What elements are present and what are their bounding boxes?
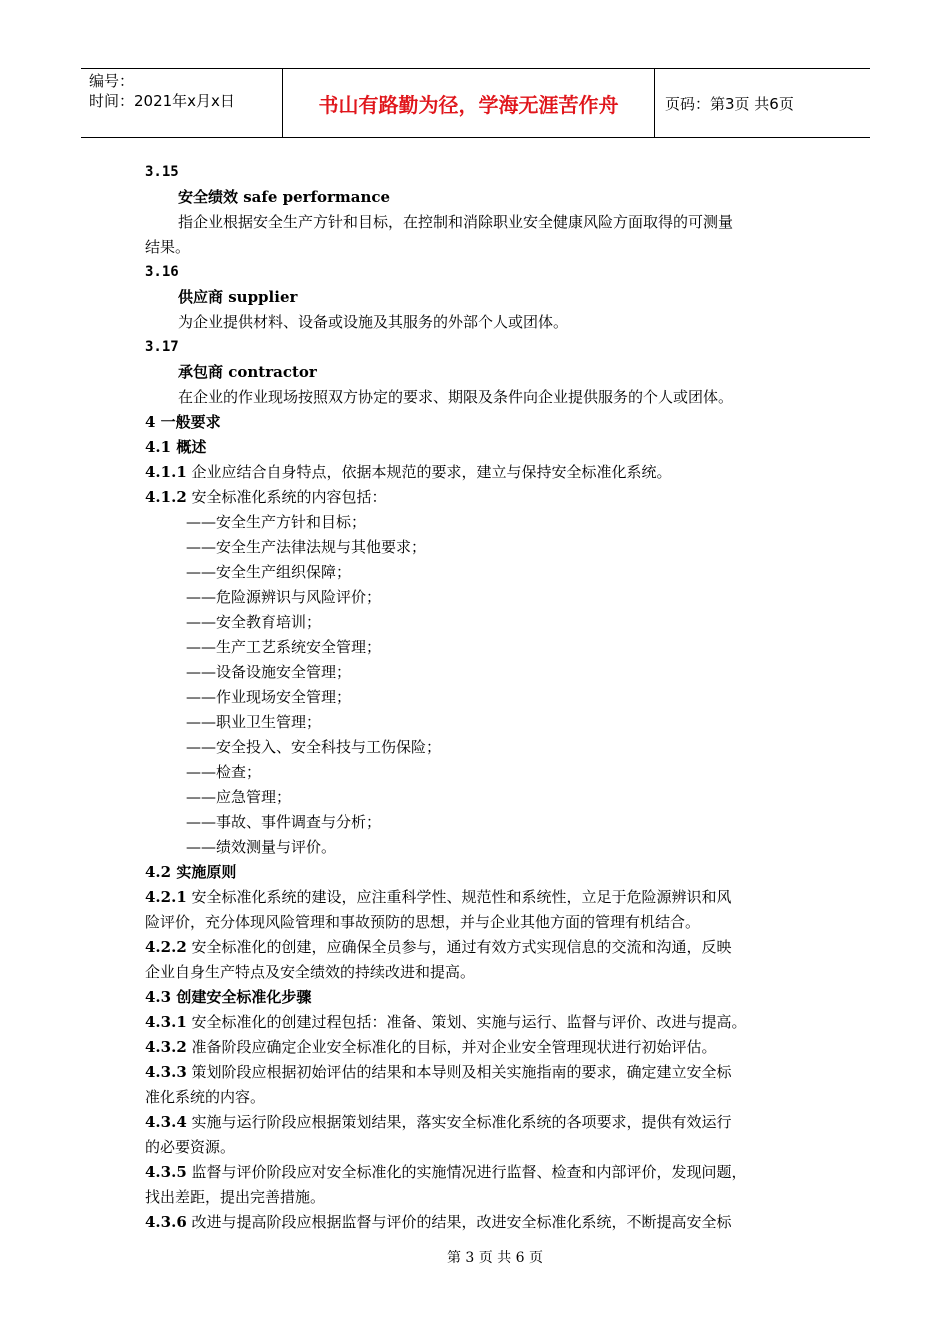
paragraph-text: 找出差距，提出完善措施。 xyxy=(145,1188,326,1206)
paragraph xyxy=(145,1060,825,1085)
paragraph xyxy=(145,885,825,910)
paragraph-text: 安全标准化的创建过程包括：准备、策划、实施与运行、监督与评价、改进与提高。 xyxy=(191,1013,747,1031)
header-motto: 书山有路勤为径，学海无涯苦作舟 xyxy=(283,69,655,137)
clause-number: 4.3.4 xyxy=(145,1113,187,1131)
header-number: 编号： xyxy=(89,72,135,90)
list-item: ——事故、事件调查与分析； xyxy=(186,813,382,831)
clause-number: 4.3.3 xyxy=(145,1063,187,1081)
clause-number: 4.2.2 xyxy=(145,938,187,956)
section-heading: 4.3 创建安全标准化步骤 xyxy=(145,988,312,1006)
paragraph-text: 监督与评价阶段应对安全标准化的实施情况进行监督、检查和内部评价，发现问题， xyxy=(191,1163,747,1181)
paragraph-text: 策划阶段应根据初始评估的结果和本导则及相关实施指南的要求，确定建立安全标 xyxy=(191,1063,732,1081)
paragraph xyxy=(145,1035,825,1060)
list-item: ——安全教育培训； xyxy=(186,613,322,631)
document-body xyxy=(145,160,825,1235)
clause-number: 4.3.5 xyxy=(145,1163,187,1181)
list-item: ——安全生产组织保障； xyxy=(186,563,352,581)
paragraph xyxy=(145,935,825,960)
paragraph-text: 险评价，充分体现风险管理和事故预防的思想，并与企业其他方面的管理有机结合。 xyxy=(145,913,701,931)
section-number: 3.17 xyxy=(145,339,179,355)
header-date: 时间：2021年x月x日 xyxy=(89,92,235,110)
header-meta xyxy=(81,69,283,137)
definition-text: 在企业的作业现场按照双方协定的要求、期限及条件向企业提供服务的个人或团体。 xyxy=(178,388,734,406)
page-footer: 第 3 页 共 6 页 xyxy=(446,1250,544,1266)
clause-number: 4.3.6 xyxy=(145,1213,187,1231)
section-heading: 4 一般要求 xyxy=(145,413,221,431)
list-item: ——安全生产法律法规与其他要求； xyxy=(186,538,427,556)
definition-text: 为企业提供材料、设备或设施及其服务的外部个人或团体。 xyxy=(178,313,569,331)
term-heading: 供应商 supplier xyxy=(178,288,298,306)
section-heading: 4.2 实施原则 xyxy=(145,863,237,881)
clause-number: 4.3.1 xyxy=(145,1013,187,1031)
list-item: ——设备设施安全管理； xyxy=(186,663,352,681)
clause-number: 4.3.2 xyxy=(145,1038,187,1056)
list-item: ——检查； xyxy=(186,763,262,781)
paragraph-text: 准备阶段应确定企业安全标准化的目标，并对企业安全管理现状进行初始评估。 xyxy=(191,1038,717,1056)
definition-text: 结果。 xyxy=(145,238,191,256)
paragraph-text: 实施与运行阶段应根据策划结果，落实安全标准化系统的各项要求，提供有效运行 xyxy=(191,1113,732,1131)
paragraph xyxy=(145,1210,825,1235)
list-item: ——生产工艺系统安全管理； xyxy=(186,638,382,656)
clause-number: 4.1.1 xyxy=(145,463,187,481)
clause-number: 4.2.1 xyxy=(145,888,187,906)
paragraph-text: 改进与提高阶段应根据监督与评价的结果，改进安全标准化系统，不断提高安全标 xyxy=(191,1213,732,1231)
section-number: 3.16 xyxy=(145,264,179,280)
list-item: ——应急管理； xyxy=(186,788,292,806)
paragraph-text: 企业自身生产特点及安全绩效的持续改进和提高。 xyxy=(145,963,476,981)
paragraph-text: 的必要资源。 xyxy=(145,1138,236,1156)
list-item: ——安全生产方针和目标； xyxy=(186,513,367,531)
list-item: ——安全投入、安全科技与工伤保险； xyxy=(186,738,442,756)
section-heading: 4.1 概述 xyxy=(145,438,207,456)
paragraph xyxy=(145,1010,825,1035)
paragraph-text: 准化系统的内容。 xyxy=(145,1088,266,1106)
list-item: ——作业现场安全管理； xyxy=(186,688,352,706)
term-heading: 承包商 contractor xyxy=(178,363,317,381)
paragraph xyxy=(145,1110,825,1135)
paragraph xyxy=(145,485,825,510)
list-item: ——绩效测量与评价。 xyxy=(186,838,337,856)
paragraph-text: 企业应结合自身特点，依据本规范的要求，建立与保持安全标准化系统。 xyxy=(191,463,672,481)
term-heading: 安全绩效 safe performance xyxy=(178,188,391,206)
section-number: 3.15 xyxy=(145,164,179,180)
clause-number: 4.1.2 xyxy=(145,488,187,506)
header-page-number: 页码：第3页 共6页 xyxy=(665,94,794,113)
list-item: ——职业卫生管理； xyxy=(186,713,322,731)
paragraph xyxy=(145,1160,825,1185)
paragraph-text: 安全标准化系统的建设，应注重科学性、规范性和系统性，立足于危险源辨识和风 xyxy=(191,888,732,906)
paragraph-text: 安全标准化的创建，应确保全员参与，通过有效方式实现信息的交流和沟通，反映 xyxy=(191,938,732,956)
paragraph xyxy=(145,460,825,485)
definition-text: 指企业根据安全生产方针和目标，在控制和消除职业安全健康风险方面取得的可测量 xyxy=(178,213,734,231)
list-item: ——危险源辨识与风险评价； xyxy=(186,588,382,606)
paragraph-text: 安全标准化系统的内容包括： xyxy=(191,488,387,506)
document-header xyxy=(81,68,870,138)
